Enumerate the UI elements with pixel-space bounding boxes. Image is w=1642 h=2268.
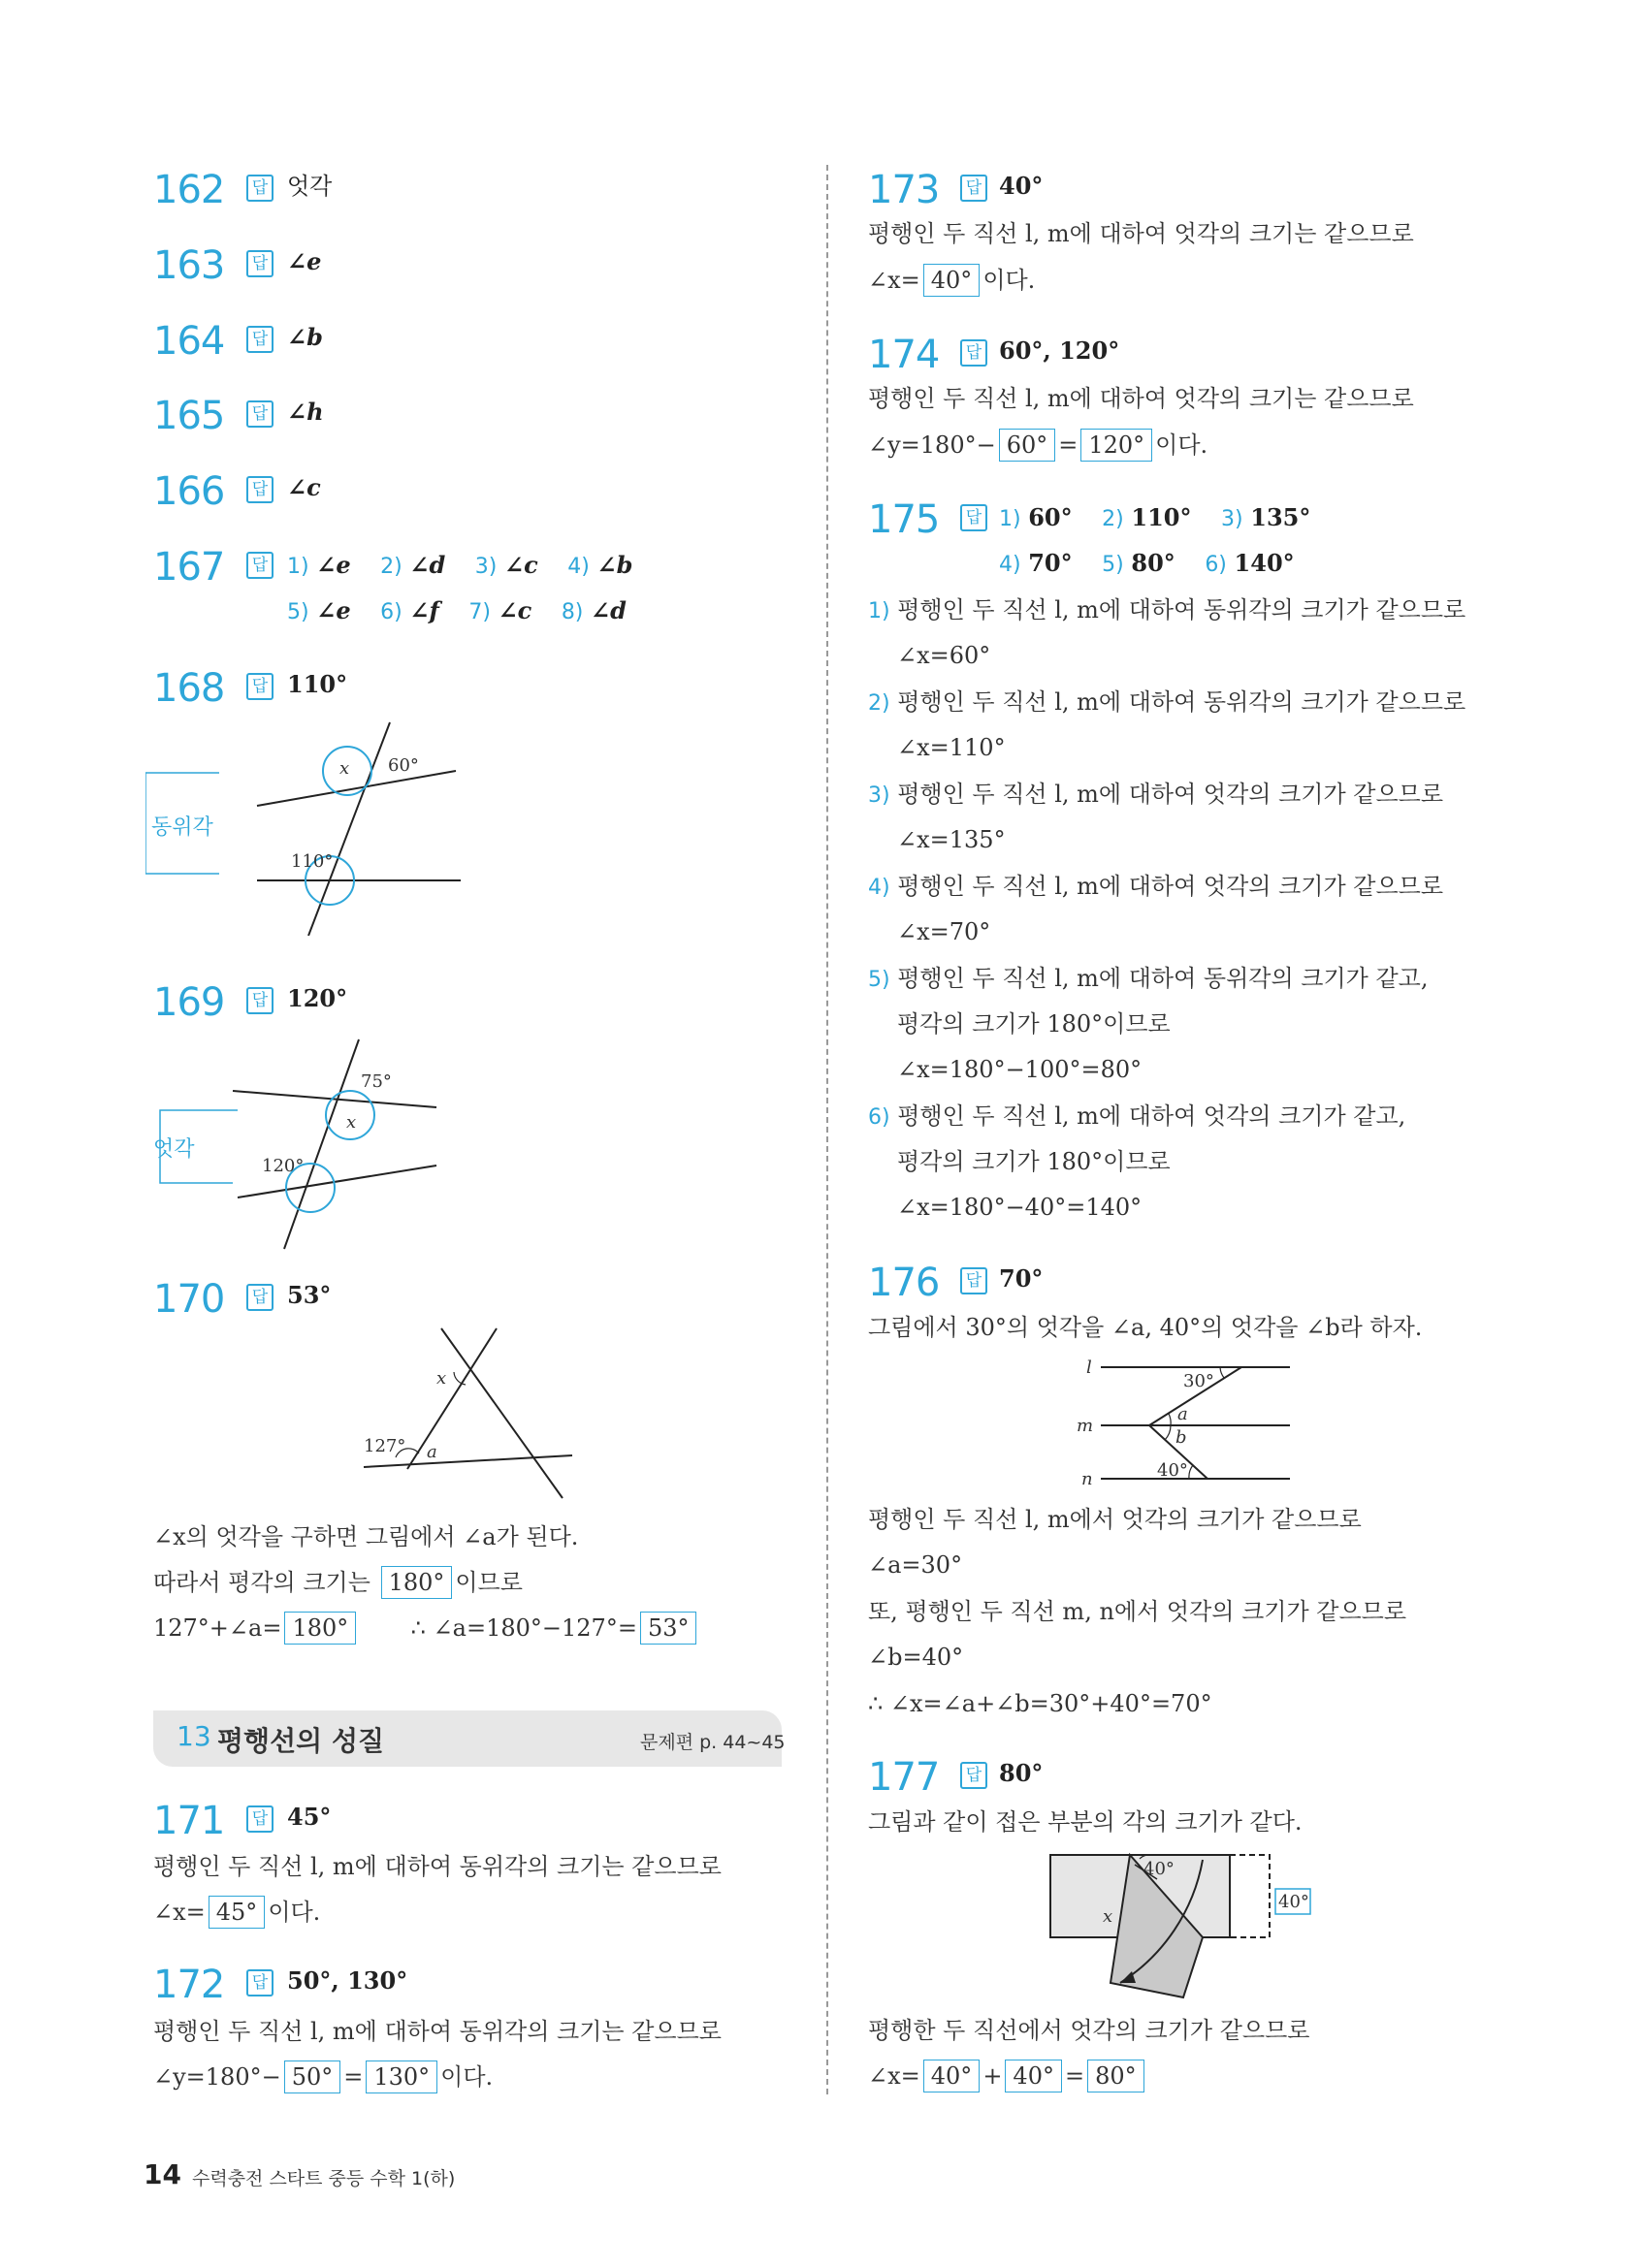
text-fragment: 평행인 두 직선 l, m에 대하여 동위각의 크기가 같으므로 [897, 596, 1466, 623]
boxed-answer: 45° [209, 1896, 266, 1929]
line-label: m [1077, 1416, 1094, 1436]
sub-number: 4) [567, 555, 590, 579]
solution-line [868, 686, 1465, 720]
figure-label: a [1177, 1404, 1188, 1424]
answer-value: 60° [1028, 503, 1073, 531]
solution-result: ∠x=135° [897, 826, 1006, 853]
solution-line [153, 2060, 493, 2093]
solution-line: 평행한 두 직선에서 엇각의 크기가 같으므로 [868, 2017, 1310, 2044]
book-title: 수력충전 스타트 중등 수학 1(하) [192, 2168, 456, 2189]
figure-label: 120° [262, 1156, 305, 1176]
text-fragment: ∠x= [868, 2062, 920, 2090]
sub-number: 5) [287, 600, 309, 624]
text-fragment: = [343, 2063, 364, 2091]
text-fragment: ∠y=180°− [153, 2063, 281, 2091]
text-fragment: + [982, 2062, 1003, 2090]
problem-number: 166 [153, 469, 225, 514]
sub-number: 2) [380, 555, 402, 579]
text-fragment: 평행인 두 직선 l, m에 대하여 엇각의 크기가 같으므로 [897, 781, 1444, 808]
answer-value: ∠d [409, 551, 446, 579]
answer-row [287, 551, 632, 582]
text-fragment: = [1058, 431, 1079, 459]
solution-line: 그림에서 30°의 엇각을 ∠a, 40°의 엇각을 ∠b라 하자. [868, 1314, 1423, 1341]
text-fragment: 이다. [982, 267, 1036, 294]
problem-number: 173 [868, 168, 940, 212]
sub-number: 6) [1205, 553, 1227, 577]
boxed-answer: 40° [923, 264, 981, 297]
text-fragment: 이므로 [455, 1569, 523, 1596]
answer-text: ∠h [287, 398, 324, 426]
sub-number: 3) [1221, 507, 1243, 531]
answer-row [999, 549, 1295, 580]
boxed-answer: 180° [284, 1612, 356, 1645]
answer-row [287, 596, 627, 627]
sub-number: 2) [868, 691, 890, 716]
answer-badge: 답 [246, 250, 274, 277]
answer-text: 80° [999, 1759, 1044, 1787]
sub-number: 4) [999, 553, 1021, 577]
figure-label: 127° [364, 1436, 406, 1456]
boxed-answer: 40° [923, 2060, 981, 2092]
solution-line [868, 264, 1035, 297]
solution-line: ∠a=30° [868, 1551, 963, 1579]
answer-badge: 답 [246, 987, 274, 1014]
text-fragment: 127°+∠a= [153, 1614, 282, 1642]
figure-label: b [1175, 1427, 1187, 1448]
answer-value: 110° [1131, 503, 1192, 531]
figure-label: 40° [1278, 1892, 1309, 1912]
boxed-answer: 130° [366, 2060, 437, 2093]
problem-number: 169 [153, 980, 225, 1025]
problem-number: 172 [153, 1963, 225, 2007]
problem-number: 170 [153, 1277, 225, 1322]
sub-number: 6) [380, 600, 402, 624]
alternate-angle-figure [145, 1028, 456, 1261]
answer-badge: 답 [246, 1805, 274, 1833]
answer-value: ∠b [596, 551, 633, 579]
text-fragment: 평행인 두 직선 l, m에 대하여 동위각의 크기가 같고, [897, 965, 1429, 992]
answer-badge: 답 [960, 339, 987, 367]
figure-label: x [339, 758, 350, 779]
sub-number: 1) [999, 507, 1021, 531]
problem-number: 177 [868, 1755, 940, 1800]
text-fragment: 평행인 두 직선 l, m에 대하여 엇각의 크기가 같고, [897, 1102, 1406, 1130]
text-fragment: 평행인 두 직선 l, m에 대하여 엇각의 크기가 같으므로 [897, 873, 1444, 900]
answer-value: 80° [1131, 549, 1175, 577]
problem-number: 176 [868, 1261, 940, 1305]
figure-label: x [346, 1112, 357, 1133]
sub-number: 1) [868, 599, 890, 623]
parallel-lines-figure [1067, 1353, 1300, 1488]
answer-row [999, 503, 1310, 534]
answer-value: ∠c [504, 551, 538, 579]
answer-text: 40° [999, 172, 1044, 200]
text-fragment: ∠x= [153, 1899, 206, 1926]
figure-label: a [427, 1442, 437, 1462]
answer-badge: 답 [246, 552, 274, 579]
figure-label: 40° [1143, 1859, 1175, 1879]
answer-text: ∠c [287, 473, 321, 501]
text-fragment: ∠y=180°− [868, 431, 996, 459]
answer-value: ∠c [498, 596, 532, 624]
problem-number: 175 [868, 497, 940, 542]
answer-text: 45° [287, 1803, 332, 1831]
folded-paper-figure [1043, 1847, 1324, 2002]
solution-result: ∠x=60° [897, 642, 991, 669]
line-label: l [1086, 1358, 1092, 1378]
answer-value: ∠f [409, 596, 439, 624]
answer-badge: 답 [960, 175, 987, 202]
solution-line [868, 593, 1465, 628]
solution-result: ∠x=70° [897, 918, 991, 945]
problem-number: 167 [153, 545, 225, 590]
side-label: 동위각 [151, 815, 213, 840]
solution-result: ∠x=110° [897, 734, 1006, 761]
solution-line [868, 2060, 1147, 2092]
figure-label: 60° [388, 755, 419, 776]
solution-line: 평행인 두 직선 l, m에 대하여 엇각의 크기는 같으므로 [868, 220, 1414, 247]
solution-line: 또, 평행인 두 직선 m, n에서 엇각의 크기가 같으므로 [868, 1598, 1406, 1625]
answer-value: 70° [1028, 549, 1073, 577]
answer-badge: 답 [246, 476, 274, 503]
solution-line: 평행인 두 직선 l, m에 대하여 엇각의 크기는 같으므로 [868, 385, 1414, 412]
sub-number: 2) [1102, 507, 1124, 531]
sub-number: 5) [1102, 553, 1124, 577]
solution-result: ∠x=180°−100°=80° [897, 1056, 1143, 1083]
solution-line [153, 1566, 523, 1599]
text-fragment: 이다. [440, 2063, 494, 2091]
solution-line [868, 778, 1443, 813]
problem-number: 163 [153, 243, 225, 288]
problem-number: 165 [153, 394, 225, 438]
sub-number: 7) [468, 600, 491, 624]
boxed-answer: 50° [284, 2060, 341, 2093]
sub-number: 8) [561, 600, 584, 624]
answer-value: ∠e [316, 596, 351, 624]
answer-text: 50°, 130° [287, 1966, 408, 1995]
side-label: 엇각 [153, 1137, 195, 1162]
boxed-answer: 60° [999, 429, 1056, 462]
answer-badge: 답 [246, 673, 274, 700]
sub-number: 6) [868, 1105, 890, 1130]
figure-label: 75° [361, 1071, 392, 1092]
boxed-answer: 180° [381, 1566, 453, 1599]
section-title: 평행선의 성질 [217, 1725, 385, 1757]
corresponding-angle-figure [145, 713, 475, 936]
solution-line [868, 962, 1428, 997]
sub-number: 4) [868, 876, 890, 900]
solution-line [153, 1896, 320, 1929]
answer-value: ∠e [316, 551, 351, 579]
solution-line: 그림과 같이 접은 부분의 각의 크기가 같다. [868, 1808, 1303, 1836]
solution-line [153, 1612, 699, 1645]
text-fragment: 이다. [1155, 431, 1208, 459]
solution-line: ∴ ∠x=∠a+∠b=30°+40°=70° [868, 1690, 1212, 1717]
answer-text: ∠e [287, 247, 322, 275]
solution-result: ∠x=180°−40°=140° [897, 1194, 1143, 1221]
problem-number: 168 [153, 666, 225, 711]
figure-label: 110° [291, 851, 334, 872]
figure-label: 30° [1183, 1371, 1214, 1391]
triangle-figure [349, 1324, 582, 1517]
answer-text: 60°, 120° [999, 336, 1120, 365]
answer-value: ∠d [591, 596, 627, 624]
section-number: 13 [177, 1720, 211, 1752]
sub-number: 3) [868, 783, 890, 808]
answer-badge: 답 [246, 1284, 274, 1311]
solution-line [868, 429, 1207, 462]
figure-label: x [1103, 1906, 1113, 1927]
answer-badge: 답 [246, 175, 274, 202]
solution-line: 평각의 크기가 180°이므로 [897, 1010, 1171, 1038]
text-fragment: = [1064, 2062, 1085, 2090]
answer-text: 110° [287, 670, 348, 698]
text-fragment: ∠x= [868, 267, 920, 294]
solution-line [868, 1100, 1405, 1134]
line-label: n [1081, 1469, 1093, 1488]
answer-badge: 답 [246, 400, 274, 428]
answer-badge: 답 [960, 1267, 987, 1294]
figure-label: 40° [1157, 1460, 1188, 1481]
answer-badge: 답 [246, 1969, 274, 1996]
sub-number: 1) [287, 555, 309, 579]
answer-badge: 답 [246, 326, 274, 353]
text-fragment: 평행인 두 직선 l, m에 대하여 동위각의 크기가 같으므로 [897, 688, 1466, 716]
problem-number: 164 [153, 319, 225, 364]
problem-number: 174 [868, 333, 940, 377]
problem-number: 162 [153, 168, 225, 212]
figure-label: x [436, 1368, 447, 1389]
boxed-answer: 40° [1005, 2060, 1062, 2092]
answer-text: ∠b [287, 323, 323, 351]
boxed-answer: 53° [640, 1612, 697, 1645]
boxed-answer: 80° [1087, 2060, 1144, 2092]
solution-line: 평각의 크기가 180°이므로 [897, 1148, 1171, 1175]
answer-text: 70° [999, 1264, 1044, 1293]
boxed-answer: 120° [1080, 429, 1152, 462]
section-reference: 문제편 p. 44~45 [640, 1732, 786, 1753]
answer-text: 엇각 [287, 173, 333, 200]
column-divider [826, 165, 828, 2094]
solution-line: ∠b=40° [868, 1644, 964, 1671]
sub-number: 3) [474, 555, 498, 579]
answer-text: 120° [287, 984, 348, 1012]
answer-badge: 답 [960, 504, 987, 531]
solution-line: ∠x의 엇각을 구하면 그림에서 ∠a가 된다. [153, 1523, 579, 1550]
answer-value: 135° [1250, 503, 1311, 531]
problem-number: 171 [153, 1799, 225, 1843]
answer-value: 140° [1234, 549, 1295, 577]
text-fragment: 이다. [268, 1899, 321, 1926]
answer-text: 53° [287, 1281, 332, 1309]
solution-line: 평행인 두 직선 l, m에 대하여 동위각의 크기는 같으므로 [153, 1853, 722, 1880]
sub-number: 5) [868, 968, 890, 992]
solution-line: 평행인 두 직선 l, m에 대하여 동위각의 크기는 같으므로 [153, 2018, 722, 2045]
answer-badge: 답 [960, 1762, 987, 1789]
solution-line [868, 870, 1443, 905]
solution-line: 평행인 두 직선 l, m에서 엇각의 크기가 같으므로 [868, 1506, 1362, 1533]
text-fragment: ∴ ∠a=180°−127°= [410, 1614, 637, 1642]
text-fragment: 따라서 평각의 크기는 [153, 1569, 370, 1596]
page-number: 14 [144, 2158, 181, 2190]
